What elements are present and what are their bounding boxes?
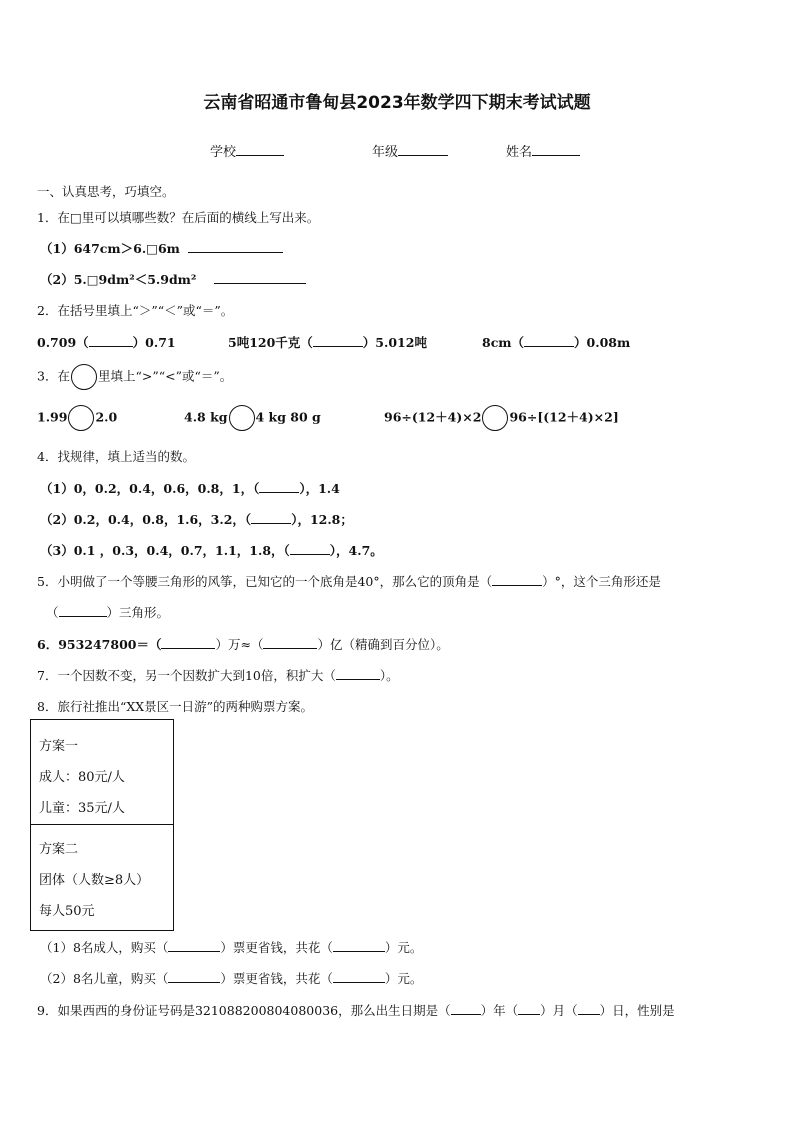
answer-blank[interactable] [578,1002,600,1015]
q9-text-d: ）日，性别是 [599,1003,675,1018]
answer-blank[interactable] [333,939,385,952]
q4-p2-left: （2）0.2，0.4，0.8，1.6，3.2，（ [40,512,252,527]
name-field[interactable] [506,141,580,160]
answer-blank[interactable] [518,1002,540,1015]
q9-text-b: ）年（ [480,1003,519,1018]
q8-part-1 [40,938,422,956]
grade-label: 年级 [372,145,399,160]
q3-c-left: 96÷(12＋4)×2 [384,409,482,425]
answer-blank[interactable] [251,511,291,524]
q3-a-left: 1.99 [37,409,68,425]
section-heading: 一、认真思考，巧填空。 [37,184,175,199]
question-4-stem: 4．找规律，填上适当的数。 [37,449,195,464]
q3-item-c [384,405,619,431]
q3-item-b [184,405,321,431]
q4-p1-left: （1）0，0.2，0.4，0.6，0.8，1，（ [40,481,260,496]
q4-p1-right: ），1.4 [299,481,340,496]
q2-a-left: 0.709（ [37,335,89,350]
q9-text-c: ）月（ [540,1003,578,1018]
answer-blank[interactable] [313,334,363,347]
q5-text-d: ）三角形。 [106,605,170,620]
plan-2-title: 方案二 [39,842,79,857]
q3-c-right: 96÷[(12＋4)×2] [509,409,619,425]
answer-blank[interactable] [336,667,380,680]
question-7 [37,666,399,684]
q2-item-c [482,333,630,351]
q6-text-b: ）万≈（ [215,637,264,652]
q4-p3-right: ），4.7。 [329,543,383,558]
compare-circle[interactable] [482,405,508,431]
compare-circle[interactable] [68,405,94,431]
q4-part-3 [40,541,383,559]
plan-1-child-price: 儿童：35元/人 [39,801,125,816]
q2-c-left: 8cm（ [482,335,525,350]
page-title: 云南省昭通市鲁甸县2023年数学四下期末考试试题 [203,93,591,113]
question-2-stem: 2．在括号里填上“＞”“＜”或“＝”。 [37,303,234,318]
q2-a-right: ）0.71 [132,335,176,350]
circle-icon [71,364,97,390]
q3-a-right: 2.0 [95,409,118,425]
question-3-stem [37,364,232,390]
question-1-part-1 [40,239,283,257]
q8-part-2 [40,969,422,987]
q5-text-b: ）°，这个三角形还是 [542,574,661,589]
plan-2-group: 团体（人数≥8人） [39,873,150,888]
q6-text-c: ）亿（精确到百分位）。 [317,637,449,652]
q4-part-1 [40,479,340,497]
q2-item-a [37,333,176,351]
q8-p1-a: （1）8名成人，购买（ [40,940,169,955]
q9-text-a: 9．如果西西的身份证号码是321088200804080036，那么出生日期是（ [37,1003,451,1018]
question-1-stem: 1．在□里可以填哪些数？在后面的横线上写出来。 [37,210,320,225]
question-1-part-2 [40,270,306,288]
q2-c-right: ）0.08m [574,335,631,350]
q8-p2-c: ）元。 [384,971,423,986]
plan-2-price: 每人50元 [39,904,95,919]
q1-p1-text: （1）647cm＞6.□6m [40,241,180,256]
q3-pre: 3．在 [37,368,70,384]
q2-item-b [228,333,427,351]
q8-p1-b: ）票更省钱，共花（ [220,940,333,955]
answer-blank[interactable] [161,636,215,649]
q3-item-a [37,405,117,431]
q7-text-a: 7．一个因数不变，另一个因数扩大到10倍，积扩大（ [37,668,336,683]
answer-blank[interactable] [168,939,220,952]
answer-blank[interactable] [263,636,317,649]
school-label: 学校 [210,145,237,160]
q3-b-right: 4 kg 80 g [255,409,321,425]
question-9 [37,1001,675,1019]
q4-p3-left: （3）0.1 ，0.3，0.4，0.7，1.1，1.8，（ [40,543,290,558]
answer-blank[interactable] [524,334,574,347]
q5-text-a: 5．小明做了一个等腰三角形的风筝，已知它的一个底角是40°，那么它的顶角是（ [37,574,493,589]
answer-blank[interactable] [188,240,283,253]
name-label: 姓名 [506,145,533,160]
answer-blank[interactable] [333,970,385,983]
plan-2-box [30,823,174,931]
answer-blank[interactable] [451,1002,481,1015]
question-8-stem: 8．旅行社推出“XX景区一日游”的两种购票方案。 [37,699,314,714]
school-field[interactable] [210,141,284,160]
q7-text-b: ）。 [379,668,399,683]
q4-p2-right: ），12.8； [291,512,353,527]
q3-b-left: 4.8 kg [184,409,228,425]
plan-1-adult-price: 成人：80元/人 [39,770,125,785]
answer-blank[interactable] [290,542,330,555]
grade-field[interactable] [372,141,448,160]
q2-b-right: ）5.012吨 [362,335,427,350]
plan-1-title: 方案一 [39,739,79,754]
compare-circle[interactable] [229,405,255,431]
q3-post: 里填上“>”“<”或“＝”。 [97,368,233,384]
answer-blank[interactable] [89,334,133,347]
question-5-line-1 [37,572,661,590]
q8-p1-c: ）元。 [384,940,423,955]
q1-p2-text: （2）5.□9dm²＜5.9dm² [40,272,197,287]
question-6 [37,635,449,653]
q8-p2-a: （2）8名儿童，购买（ [40,971,169,986]
q5-text-c: （ [46,605,59,620]
answer-blank[interactable] [492,573,542,586]
question-5-line-2 [46,603,169,621]
q6-text-a: 6．953247800＝（ [37,637,162,652]
q4-part-2 [40,510,353,528]
answer-blank[interactable] [59,604,107,617]
answer-blank[interactable] [259,480,299,493]
answer-blank[interactable] [168,970,220,983]
plan-1-box [30,719,174,825]
answer-blank[interactable] [214,271,306,284]
q8-p2-b: ）票更省钱，共花（ [220,971,333,986]
q2-b-left: 5吨120千克（ [228,335,313,350]
